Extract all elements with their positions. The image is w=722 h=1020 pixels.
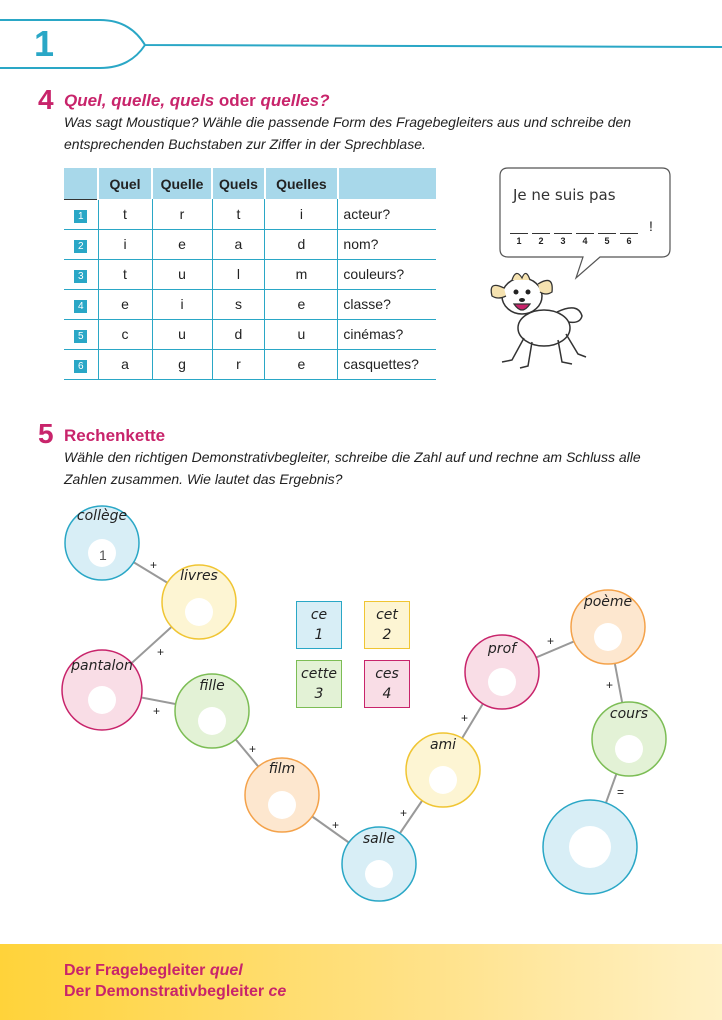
table-header-quelles: Quelles — [265, 168, 338, 199]
legend-value: 1 — [314, 627, 324, 643]
letter-cell: l — [212, 259, 265, 289]
row-number-cell — [64, 289, 98, 319]
footer-topic-2 — [64, 983, 286, 1001]
table-header-quels: Quels — [212, 168, 265, 199]
letter-cell: i — [265, 199, 338, 229]
letter-cell: t — [98, 199, 152, 229]
row-number-cell — [64, 229, 98, 259]
footer-text: Der Demonstrativbegleiter — [64, 983, 269, 1000]
letter-cell: d — [265, 229, 338, 259]
node-answer-field — [488, 668, 516, 696]
row-number: 4 — [74, 300, 87, 313]
row-number-cell — [64, 319, 98, 349]
table-row — [64, 259, 436, 289]
letter-cell: r — [212, 349, 265, 379]
row-number-cell — [64, 199, 98, 229]
node-answer-field — [429, 766, 457, 794]
letter-cell: t — [98, 259, 152, 289]
answer-blank[interactable] — [554, 218, 572, 246]
instruction-line: Zahlen zusammen. Wie lautet das Ergebnis? — [64, 471, 343, 487]
table-row — [64, 229, 436, 259]
chain-node-word: collège — [76, 508, 128, 524]
table-row — [64, 319, 436, 349]
table-header-empty — [64, 168, 98, 199]
letter-cell: a — [98, 349, 152, 379]
footer-text: Der Fragebegleiter — [64, 962, 210, 979]
header-decoration — [0, 0, 722, 80]
chapter-number: 1 — [34, 23, 55, 64]
exercise-4-instruction — [64, 111, 664, 155]
letter-cell: a — [212, 229, 265, 259]
letter-cell: r — [152, 199, 212, 229]
chain-node-word: prof — [487, 641, 517, 657]
bubble-text: Je ne suis pas — [513, 186, 616, 204]
answer-blank[interactable] — [576, 218, 594, 246]
row-number: 5 — [74, 330, 87, 343]
plus-sign: + — [547, 634, 555, 648]
node-answer-field — [615, 735, 643, 763]
title-connector: oder — [214, 91, 261, 110]
plus-sign: + — [606, 678, 614, 692]
plus-sign: + — [400, 806, 408, 820]
answer-blanks — [510, 218, 642, 246]
footer-topic-1 — [64, 962, 243, 980]
letter-cell: d — [212, 319, 265, 349]
letter-cell: m — [265, 259, 338, 289]
legend-value: 2 — [382, 627, 392, 643]
chain-node-word: cours — [609, 706, 649, 722]
letter-cell: e — [265, 349, 338, 379]
plus-sign: + — [332, 818, 340, 832]
chain-node-word: ami — [429, 737, 457, 753]
node-answer-field — [185, 598, 213, 626]
answer-blank[interactable] — [532, 218, 550, 246]
plus-sign: + — [461, 711, 469, 725]
noun-cell: classe? — [338, 289, 436, 319]
chain-node-word: pantalon — [71, 658, 133, 674]
title-forms-end: quelles? — [260, 91, 330, 110]
letter-cell: u — [152, 319, 212, 349]
result-answer-field — [569, 826, 611, 868]
legend-word: ces — [375, 666, 399, 682]
legend-ces — [364, 660, 410, 708]
table-header-row — [64, 168, 436, 199]
legend-word: ce — [310, 607, 328, 623]
footer-em: quel — [209, 962, 243, 979]
instruction-line: Was sagt Moustique? Wähle die passende Form des Fragebegleiters aus und schreibe den — [64, 114, 632, 130]
answer-blank[interactable] — [598, 218, 616, 246]
letter-cell: c — [98, 319, 152, 349]
letter-cell: i — [98, 229, 152, 259]
noun-cell: acteur? — [338, 199, 436, 229]
legend-value: 3 — [314, 686, 324, 702]
table-row — [64, 349, 436, 379]
letter-cell: s — [212, 289, 265, 319]
letter-cell: u — [152, 259, 212, 289]
blank-number: 4 — [582, 236, 588, 246]
question-word-table — [64, 168, 436, 380]
letter-cell: u — [265, 319, 338, 349]
plus-sign: + — [153, 704, 161, 718]
row-number: 2 — [74, 240, 87, 253]
blank-number: 2 — [538, 236, 544, 246]
table-header-quel: Quel — [98, 168, 152, 199]
moustique-dog-illustration — [482, 262, 597, 374]
node-answer-field — [365, 860, 393, 888]
blank-number: 5 — [604, 236, 610, 246]
noun-cell: couleurs? — [338, 259, 436, 289]
title-forms: Quel, quelle, quels — [64, 91, 215, 110]
letter-cell: t — [212, 199, 265, 229]
row-number: 1 — [74, 210, 87, 223]
blank-number: 6 — [626, 236, 632, 246]
exercise-4-title — [64, 91, 329, 111]
node-answer-field — [594, 623, 622, 651]
table-row — [64, 289, 436, 319]
first-node-value: 1 — [99, 547, 107, 563]
node-answer-field — [268, 791, 296, 819]
legend-cette — [296, 660, 342, 708]
blank-number: 3 — [560, 236, 566, 246]
row-number: 6 — [74, 360, 87, 373]
instruction-line: entsprechenden Buchstaben zur Ziffer in der Sprechblase. — [64, 136, 426, 152]
letter-cell: i — [152, 289, 212, 319]
noun-cell: cinémas? — [338, 319, 436, 349]
letter-cell: e — [265, 289, 338, 319]
row-number: 3 — [74, 270, 87, 283]
letter-cell: e — [152, 229, 212, 259]
table-header-empty-end — [338, 168, 436, 199]
answer-blank[interactable] — [620, 218, 638, 246]
plus-sign: + — [157, 645, 165, 659]
chain-node-word: film — [268, 761, 296, 777]
chain-node-word: salle — [362, 831, 396, 847]
legend-ce — [296, 601, 342, 649]
legend-word: cet — [376, 607, 398, 623]
chain-node-word: poème — [583, 594, 633, 610]
instruction-line: Wähle den richtigen Demonstrativbegleiter, schreibe die Zahl auf und rechne am Schluss alle — [64, 449, 641, 465]
plus-sign: + — [150, 558, 158, 572]
footer-banner — [0, 944, 722, 1020]
exercise-4-number: 4 — [38, 84, 54, 115]
table-row — [64, 199, 436, 229]
exercise-5-title: Rechenkette — [64, 426, 166, 445]
exercise-5-instruction — [64, 446, 664, 490]
letter-cell: e — [98, 289, 152, 319]
table-header-quelle: Quelle — [152, 168, 212, 199]
bubble-exclamation: ! — [649, 218, 653, 234]
noun-cell: nom? — [338, 229, 436, 259]
node-answer-field — [198, 707, 226, 735]
letter-cell: g — [152, 349, 212, 379]
legend-cet — [364, 601, 410, 649]
legend-value: 4 — [382, 686, 392, 702]
equals-sign: = — [617, 785, 625, 799]
footer-em: ce — [268, 983, 287, 1000]
chain-node-word: livres — [180, 568, 218, 584]
chain-node-word: fille — [199, 678, 225, 694]
noun-cell: casquettes? — [338, 349, 436, 379]
plus-sign: + — [249, 742, 257, 756]
node-answer-field — [88, 686, 116, 714]
answer-blank[interactable] — [510, 218, 528, 246]
exercise-5-number: 5 — [38, 418, 54, 449]
legend-word: cette — [301, 666, 337, 682]
row-number-cell — [64, 349, 98, 379]
blank-number: 1 — [516, 236, 522, 246]
row-number-cell — [64, 259, 98, 289]
